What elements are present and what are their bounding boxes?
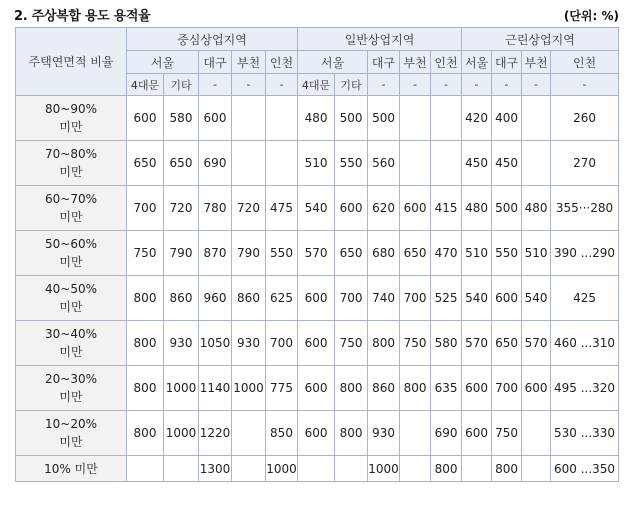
header-sub-central-3: - (232, 74, 266, 96)
header-row-label: 주택연면적 비율 (16, 28, 127, 96)
table-cell: 625 (266, 276, 298, 321)
header-sub-general-2: - (368, 74, 400, 96)
table-cell: 260 (551, 96, 619, 141)
row-ratio-label-line: 미만 (59, 435, 83, 449)
header-sub-central-0: 4대문 (127, 74, 164, 96)
row-ratio-label (16, 141, 127, 186)
table-cell (232, 411, 266, 456)
header-city-central-seoul: 서울 (127, 51, 199, 74)
header-sub-neighborhood-1: - (492, 74, 522, 96)
table-row (16, 96, 619, 141)
table-cell: 560 (368, 141, 400, 186)
table-cell: 600 (298, 411, 335, 456)
table-cell (431, 141, 462, 186)
header-group-central: 중심상업지역 (127, 28, 298, 51)
table-body (16, 96, 619, 482)
table-cell (232, 141, 266, 186)
table-cell (431, 96, 462, 141)
table-cell: 550 (492, 231, 522, 276)
table-cell: 600 (335, 186, 368, 231)
table-cell: 480 (462, 186, 492, 231)
table-cell: 1000 (232, 366, 266, 411)
header-sub-neighborhood-3: - (551, 74, 619, 96)
table-cell (298, 456, 335, 482)
table-cell: 600 (127, 96, 164, 141)
table-cell: 870 (199, 231, 232, 276)
table-cell: 790 (232, 231, 266, 276)
header-sub-general-0: 4대문 (298, 74, 335, 96)
table-cell (127, 456, 164, 482)
row-ratio-label (16, 276, 127, 321)
header-sub-general-4: - (431, 74, 462, 96)
header-city-neighborhood-daegu: 대구 (492, 51, 522, 74)
table-cell: 570 (298, 231, 335, 276)
row-ratio-label-line: 미만 (59, 120, 83, 134)
table-cell: 400 (492, 96, 522, 141)
table-cell: 860 (232, 276, 266, 321)
table-cell: 930 (232, 321, 266, 366)
table-cell: 580 (431, 321, 462, 366)
table-row (16, 186, 619, 231)
table-cell: 530 ...330 (551, 411, 619, 456)
table-cell: 425 (551, 276, 619, 321)
table-cell: 540 (298, 186, 335, 231)
table-cell: 1000 (164, 366, 199, 411)
table-row (16, 231, 619, 276)
header-city-central-incheon: 인천 (266, 51, 298, 74)
table-cell: 860 (164, 276, 199, 321)
table-cell: 700 (492, 366, 522, 411)
table-cell: 600 (298, 321, 335, 366)
row-ratio-label (16, 321, 127, 366)
table-row (16, 276, 619, 321)
table-cell: 750 (400, 321, 431, 366)
row-ratio-label-line: 미만 (59, 300, 83, 314)
header-city-general-incheon: 인천 (431, 51, 462, 74)
table-cell: 1000 (368, 456, 400, 482)
header-city-general-daegu: 대구 (368, 51, 400, 74)
table-cell: 480 (298, 96, 335, 141)
table-cell: 570 (522, 321, 551, 366)
table-cell (164, 456, 199, 482)
table-cell (522, 96, 551, 141)
table-cell: 740 (368, 276, 400, 321)
table-cell: 650 (127, 141, 164, 186)
table-cell: 720 (232, 186, 266, 231)
table-cell: 750 (127, 231, 164, 276)
table-cell (266, 96, 298, 141)
table-cell: 800 (127, 411, 164, 456)
table-cell (400, 411, 431, 456)
table-cell (266, 141, 298, 186)
table-cell: 600 (400, 186, 431, 231)
table-cell: 1220 (199, 411, 232, 456)
table-cell (400, 96, 431, 141)
row-ratio-label (16, 366, 127, 411)
table-cell (335, 456, 368, 482)
table-cell: 510 (298, 141, 335, 186)
table-cell: 600 (462, 366, 492, 411)
table-cell: 450 (492, 141, 522, 186)
row-ratio-label-line: 10% 미만 (44, 461, 98, 476)
table-row (16, 321, 619, 366)
table-cell: 600 (199, 96, 232, 141)
table-cell: 650 (492, 321, 522, 366)
table-cell: 460 ...310 (551, 321, 619, 366)
table-cell: 800 (127, 321, 164, 366)
table-cell: 550 (335, 141, 368, 186)
table-cell: 600 (298, 366, 335, 411)
table-cell: 690 (431, 411, 462, 456)
table-cell (522, 141, 551, 186)
table-cell (232, 96, 266, 141)
table-cell: 450 (462, 141, 492, 186)
header-row-groups (16, 28, 619, 51)
header-sub-general-1: 기타 (335, 74, 368, 96)
table-cell: 500 (335, 96, 368, 141)
table-cell: 1000 (164, 411, 199, 456)
header-group-neighborhood: 근린상업지역 (462, 28, 619, 51)
table-cell: 355···280 (551, 186, 619, 231)
table-cell: 690 (199, 141, 232, 186)
table-cell: 700 (400, 276, 431, 321)
row-ratio-label-line: 20~30% (45, 372, 97, 386)
header-sub-central-4: - (266, 74, 298, 96)
table-cell: 635 (431, 366, 462, 411)
table-cell: 600 ...350 (551, 456, 619, 482)
row-ratio-label-line: 10~20% (45, 417, 97, 431)
row-ratio-label (16, 456, 127, 482)
table-cell (522, 456, 551, 482)
table-cell: 500 (368, 96, 400, 141)
row-ratio-label-line: 70~80% (45, 147, 97, 161)
table-cell (400, 456, 431, 482)
table-cell: 570 (462, 321, 492, 366)
table-cell: 800 (335, 366, 368, 411)
table-cell: 1140 (199, 366, 232, 411)
header-sub-general-3: - (400, 74, 431, 96)
table-cell: 800 (492, 456, 522, 482)
table-cell: 470 (431, 231, 462, 276)
table-cell (400, 141, 431, 186)
table-cell: 600 (462, 411, 492, 456)
table-cell: 1000 (266, 456, 298, 482)
table-cell: 650 (400, 231, 431, 276)
table-cell: 620 (368, 186, 400, 231)
table-cell: 775 (266, 366, 298, 411)
table-cell: 525 (431, 276, 462, 321)
table-cell: 930 (368, 411, 400, 456)
row-ratio-label-line: 미만 (59, 345, 83, 359)
table-cell: 850 (266, 411, 298, 456)
table-cell: 480 (522, 186, 551, 231)
table-cell: 780 (199, 186, 232, 231)
table-cell: 700 (335, 276, 368, 321)
table-cell: 500 (492, 186, 522, 231)
table-cell: 475 (266, 186, 298, 231)
table-cell: 650 (164, 141, 199, 186)
table-cell: 700 (266, 321, 298, 366)
table-cell: 495 ...320 (551, 366, 619, 411)
table-cell: 1300 (199, 456, 232, 482)
table-row (16, 366, 619, 411)
header-city-neighborhood-seoul: 서울 (462, 51, 492, 74)
table-cell: 600 (492, 276, 522, 321)
header-sub-central-1: 기타 (164, 74, 199, 96)
row-ratio-label-line: 미만 (59, 210, 83, 224)
table-cell (232, 456, 266, 482)
header-group-general: 일반상업지역 (298, 28, 462, 51)
table-cell: 800 (400, 366, 431, 411)
table-cell: 270 (551, 141, 619, 186)
header-city-central-bucheon: 부천 (232, 51, 266, 74)
row-ratio-label (16, 231, 127, 276)
table-cell: 540 (462, 276, 492, 321)
table-cell: 930 (164, 321, 199, 366)
table-row (16, 411, 619, 456)
table-cell: 750 (335, 321, 368, 366)
table-cell: 860 (368, 366, 400, 411)
row-ratio-label (16, 96, 127, 141)
row-ratio-label-line: 미만 (59, 255, 83, 269)
table-cell: 540 (522, 276, 551, 321)
table-cell: 800 (368, 321, 400, 366)
header-sub-neighborhood-2: - (522, 74, 551, 96)
table-cell: 510 (522, 231, 551, 276)
table-cell: 650 (335, 231, 368, 276)
row-ratio-label-line: 미만 (59, 165, 83, 179)
row-ratio-label (16, 186, 127, 231)
table-cell: 1050 (199, 321, 232, 366)
table-cell: 600 (298, 276, 335, 321)
header-sub-neighborhood-0: - (462, 74, 492, 96)
table-cell: 800 (431, 456, 462, 482)
header-city-central-daegu: 대구 (199, 51, 232, 74)
table-cell: 700 (127, 186, 164, 231)
header-sub-central-2: - (199, 74, 232, 96)
row-ratio-label-line: 80~90% (45, 102, 97, 116)
header-city-general-bucheon: 부천 (400, 51, 431, 74)
far-table (15, 27, 619, 482)
table-row (16, 141, 619, 186)
row-ratio-label-line: 30~40% (45, 327, 97, 341)
table-row (16, 456, 619, 482)
header-city-neighborhood-bucheon: 부천 (522, 51, 551, 74)
table-cell: 800 (335, 411, 368, 456)
header-city-neighborhood-incheon: 인천 (551, 51, 619, 74)
table-cell: 960 (199, 276, 232, 321)
table-cell: 790 (164, 231, 199, 276)
header-city-general-seoul: 서울 (298, 51, 368, 74)
row-ratio-label-line: 50~60% (45, 237, 97, 251)
table-cell: 390 ...290 (551, 231, 619, 276)
table-cell: 750 (492, 411, 522, 456)
table-cell: 415 (431, 186, 462, 231)
row-ratio-label-line: 미만 (59, 390, 83, 404)
table-cell: 580 (164, 96, 199, 141)
table-cell (522, 411, 551, 456)
table-cell: 510 (462, 231, 492, 276)
table-cell: 800 (127, 276, 164, 321)
table-cell: 800 (127, 366, 164, 411)
table-cell: 680 (368, 231, 400, 276)
table-cell: 720 (164, 186, 199, 231)
table-cell: 550 (266, 231, 298, 276)
table-cell: 420 (462, 96, 492, 141)
row-ratio-label (16, 411, 127, 456)
unit-label: (단위: %) (563, 9, 619, 23)
table-cell (462, 456, 492, 482)
row-ratio-label-line: 40~50% (45, 282, 97, 296)
row-ratio-label-line: 60~70% (45, 192, 97, 206)
page-title: 2. 주상복합 용도 용적율 (14, 9, 151, 24)
table-cell: 600 (522, 366, 551, 411)
